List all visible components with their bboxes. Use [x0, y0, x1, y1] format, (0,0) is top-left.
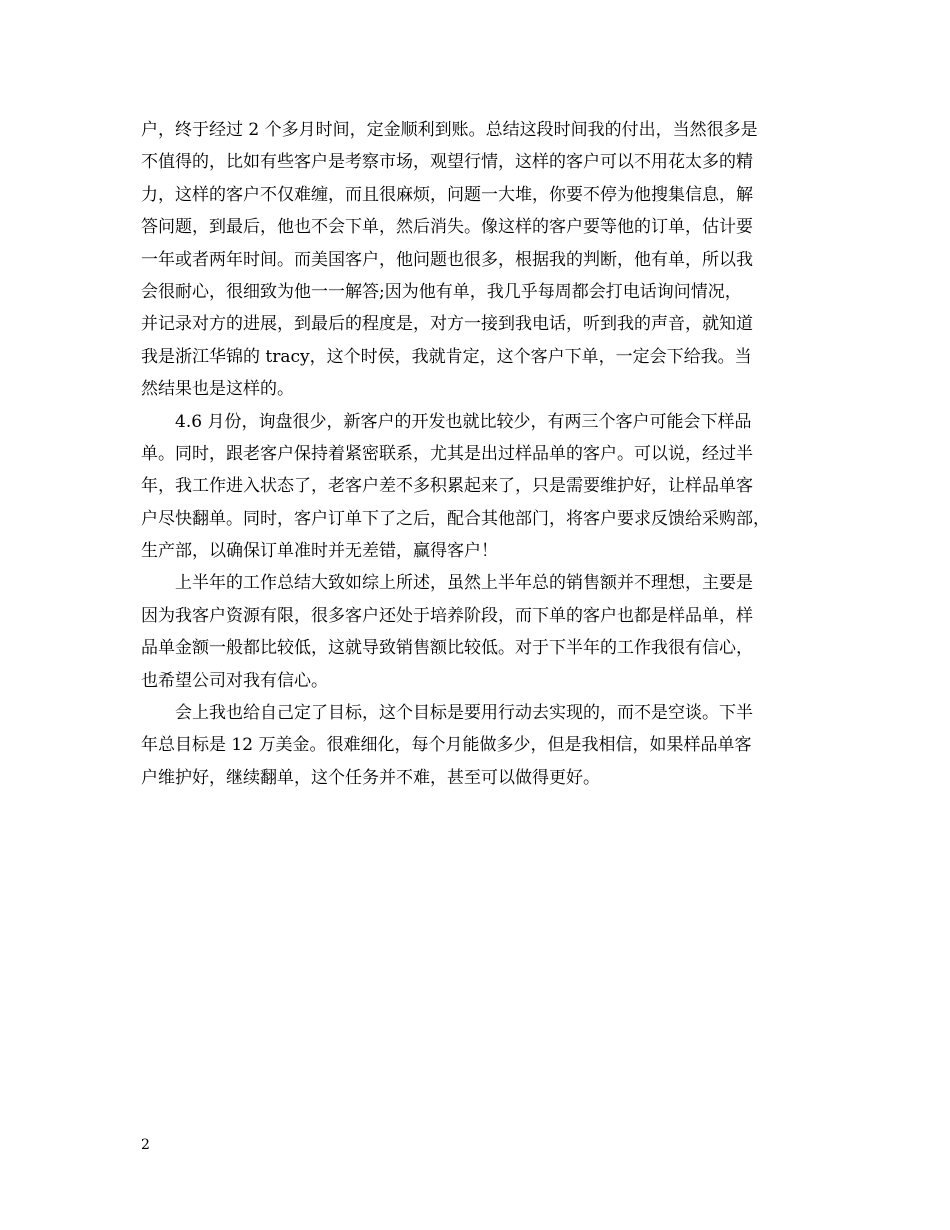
text-line: 年总目标是 12 万美金。很难细化，每个月能做多少，但是我相信，如果样品单客 [141, 735, 752, 756]
text-line: 也希望公司对我有信心。 [141, 670, 328, 691]
text-line: 户尽快翻单。同时，客户订单下了之后，配合其他部门，将客户要求反馈给采购部， [141, 508, 770, 529]
text-line: 年，我工作进入状态了，老客户差不多积累起来了，只是需要维护好，让样品单客 [141, 476, 753, 497]
text-line: 不值得的，比如有些客户是考察市场，观望行情，这样的客户可以不用花太多的精 [141, 152, 753, 173]
text-line: 我是浙江华锦的 tracy，这个时侯，我就肯定，这个客户下单，一定会下给我。当 [141, 346, 752, 367]
text-line: 上半年的工作总结大致如综上所述，虽然上半年总的销售额并不理想，主要是 [141, 573, 753, 594]
text-line: 4.6 月份，询盘很少，新客户的开发也就比较少，有两三个客户可能会下样品 [141, 411, 752, 432]
text-line: 会很耐心，很细致为他一一解答;因为他有单，我几乎每周都会打电话询问情况， [141, 281, 742, 302]
text-line: 一年或者两年时间。而美国客户，他问题也很多，根据我的判断，他有单，所以我 [141, 249, 753, 270]
text-line: 然结果也是这样的。 [141, 379, 294, 400]
text-line: 因为我客户资源有限，很多客户还处于培养阶段，而下单的客户也都是样品单，样 [141, 605, 753, 626]
text-line: 生产部，以确保订单准时并无差错，赢得客户！ [141, 541, 498, 562]
text-line: 会上我也给自己定了目标，这个目标是要用行动去实现的，而不是空谈。下半 [141, 703, 753, 724]
text-line: 户维护好，继续翻单，这个任务并不难，甚至可以做得更好。 [141, 767, 600, 788]
document-body [141, 114, 821, 794]
text-line: 单。同时，跟老客户保持着紧密联系，尤其是出过样品单的客户。可以说，经过半 [141, 443, 753, 464]
page-number: 2 [141, 1137, 150, 1153]
text-line: 答问题，到最后，他也不会下单，然后消失。像这样的客户要等他的订单，估计要 [141, 217, 753, 238]
text-line: 户，终于经过 2 个多月时间，定金顺利到账。总结这段时间我的付出，当然很多是 [141, 120, 758, 140]
text-line: 力，这样的客户不仅难缠，而且很麻烦，问题一大堆，你要不停为他搜集信息，解 [141, 184, 753, 205]
text-line: 品单金额一般都比较低，这就导致销售额比较低。对于下半年的工作我很有信心， [141, 638, 753, 659]
text-line: 并记录对方的进展，到最后的程度是，对方一接到我电话，听到我的声音，就知道 [141, 314, 753, 335]
